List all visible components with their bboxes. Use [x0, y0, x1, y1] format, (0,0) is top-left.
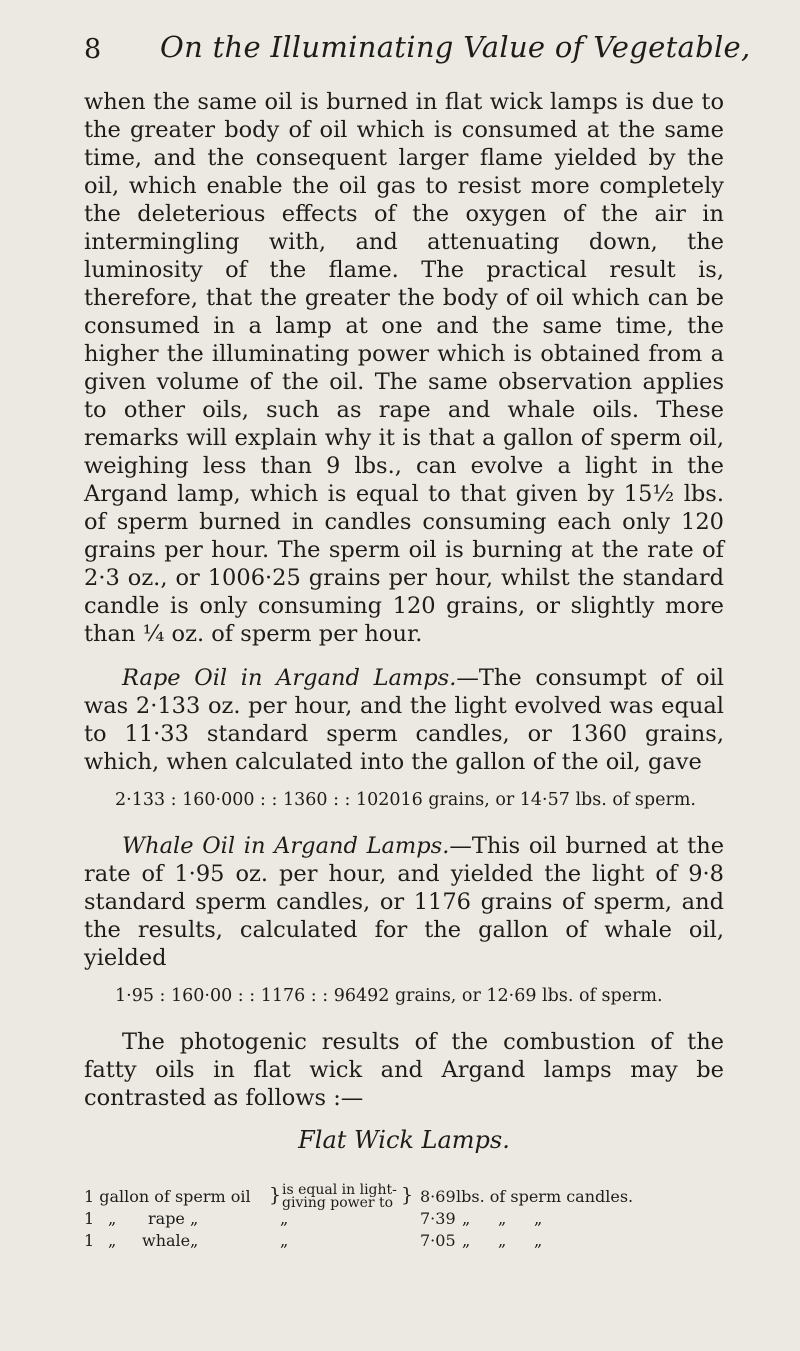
page-number: 8	[84, 34, 102, 65]
ditto-mark: „	[190, 1231, 199, 1250]
paragraph-whale-oil	[84, 832, 724, 972]
brace-open: }	[269, 1184, 282, 1206]
paragraph: when the same oil is burned in flat wick lamps is due to the greater body of oil which is consumed at the same time, and the consequent larger flame yielded by the oil, which enable the oil gas to resist more completely the deleterious effects of the oxygen of the air in intermingling with, and attenuating down, the luminosity of the flame. The practical result is, therefore, that the greater the body of oil which can be consumed in a lamp at one and the same time, the higher the illuminating power which is obtained from a given volume of the oil. The same observation applies to other oils, such as rape and whale oils. These remarks will explain why it is that a gallon of sperm oil, weighing less than 9 lbs., can evolve a light in the Argand lamp, which is equal to that given by 15½ lbs. of sperm burned in candles consuming each only 120 grains per hour. The sperm oil is burning at the rate of 2·3 oz., or 1006·25 grains per hour, whilst the standard candle is only consuming 120 grains, or slightly more than ¼ oz. of sperm per hour.	[84, 89, 724, 647]
ditto-mark: „	[498, 1209, 507, 1228]
ditto-mark: „	[108, 1231, 117, 1250]
brace-text	[282, 1184, 397, 1210]
paragraph-rape-oil	[84, 664, 724, 776]
ditto-mark: „	[534, 1231, 543, 1250]
table-row	[84, 1208, 764, 1230]
row-value: 8·69	[420, 1187, 456, 1206]
ditto-mark: „	[108, 1209, 117, 1228]
row-oil: rape	[148, 1209, 185, 1228]
ditto-mark: „	[190, 1209, 199, 1228]
paragraph-text: —This oil burned at the rate of 1·95 oz. per hour, and yielded the light of 9·8 standard sperm candles, or 1176 grains of sperm, and the results, calculated for the gallon of whale oil, yielded	[84, 833, 725, 971]
row-oil: whale	[142, 1231, 191, 1250]
run-in-heading: Rape Oil in Argand Lamps.	[122, 665, 457, 691]
section-subheading: Flat Wick Lamps.	[298, 1126, 510, 1154]
row-number: 1	[84, 1231, 95, 1250]
run-in-heading: Whale Oil in Argand Lamps.	[122, 833, 450, 859]
ditto-mark: „	[462, 1231, 471, 1250]
table-row	[84, 1182, 764, 1211]
running-title: On the Illuminating Value of Vegetable,	[160, 30, 751, 64]
row-number: 1	[84, 1209, 95, 1228]
comparison-table	[84, 1182, 764, 1252]
ditto-mark: „	[534, 1209, 543, 1228]
brace-close: }	[401, 1184, 414, 1206]
ditto-mark: „	[280, 1209, 289, 1228]
row-value: 7·05	[420, 1231, 456, 1250]
paragraph: The photogenic results of the combustion of the fatty oils in flat wick and Argand lamps may be contrasted as follows :—	[84, 1029, 724, 1111]
row-description: 1 gallon of sperm oil	[84, 1187, 251, 1206]
row-value: 7·39	[420, 1209, 456, 1228]
formula: 1·95 : 160·00 : : 1176 : : 96492 grains, or 12·69 lbs. of sperm.	[115, 986, 663, 1006]
paragraph-text: —The consumpt of oil was 2·133 oz. per hour, and the light evolved was equal to 11·33 standard sperm candles, or 1360 grains, which, when calculated into the gallon of the oil, gave	[84, 665, 724, 775]
ditto-mark: „	[462, 1209, 471, 1228]
table-row	[84, 1230, 764, 1252]
brace-line: is equal in light-	[282, 1182, 397, 1198]
brace-line: giving power to	[282, 1195, 394, 1211]
body-text	[84, 88, 724, 1168]
row-unit: lbs. of sperm candles.	[456, 1187, 634, 1206]
ditto-mark: „	[280, 1231, 289, 1250]
page-header	[84, 30, 751, 70]
formula: 2·133 : 160·000 : : 1360 : : 102016 grains, or 14·57 lbs. of sperm.	[115, 790, 696, 810]
ditto-mark: „	[498, 1231, 507, 1250]
